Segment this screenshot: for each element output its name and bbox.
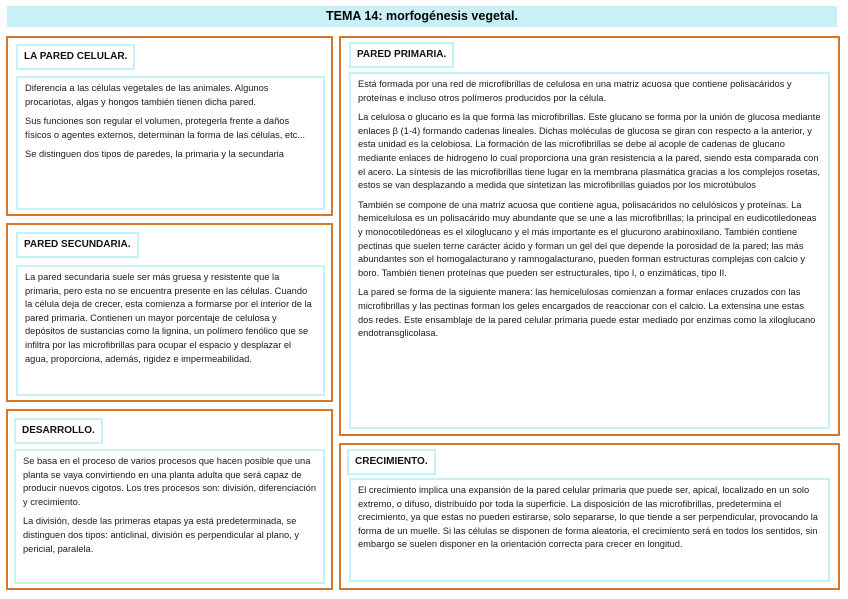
paragraph: Se basa en el proceso de varios procesos que hacen posible que una planta se vaya convirtiendo en una planta adulta que será capaz de producir nuevos cigotos. Los tres procesos son: división, diferenciación y crecimiento. [23, 456, 317, 507]
section-body-crecimiento [349, 478, 830, 582]
section-body-pared-celular [16, 76, 325, 210]
panel-pared-primaria [339, 36, 840, 436]
section-body-desarrollo [14, 449, 325, 584]
section-heading-pared-celular: LA PARED CELULAR. [16, 44, 135, 70]
panel-pared-celular [6, 36, 333, 216]
section-heading-crecimiento: CRECIMIENTO. [347, 449, 436, 475]
paragraph: La celulosa o glucano es la que forma las microfibrillas. Este glucano se forma por la unión de glucosa mediante enlaces β (1-4) formando cadenas lineales. Dichas moléculas de glucosa se giran con respecto a la anterior, y esta unidad es la celobiosa. La formación de las microfibrillas se debe al acople de cadenas de glucano mediante enlaces de hidrogeno lo cual proporciona una gran resistencia a la pared, siendo esta comparada con el acero. La síntesis de las microfibrillas tiene lugar en la membrana plasmática gracias a los complejos rosetas, estos se van desplazando a medida que sintetizan las microfibrillas guiados por los microtúbulos [358, 112, 821, 191]
paragraph: La división, desde las primeras etapas ya está predeterminada, se distinguen dos tipos: anticlinal, división es perpendicular al plano, y pericial, paralela. [23, 516, 299, 554]
paragraph: Sus funciones son regular el volumen, protegerla frente a daños físicos o agentes externos, determinan la forma de las células, etc... [25, 116, 306, 140]
paragraph: También se compone de una matriz acuosa que contiene agua, polisacáridos no celulósicos y proteínas. La hemicelulosa es un polisacárido muy abundante que se une a las microfibrillas; la principal en eudicotiledoneas y monocotiledóneas es el xiloglucano y el más importante es el glucurono arabinoxilano. También contiene pectinas que suelen terne carácter ácido y forman un gel del que depende la porosidad de la pared; las más abundantes son el homogalacturano y ramnogalacturano, pueden forman estructuras complejas con calcio y boro. También tienen proteínas que pueden ser estructurales, tipo I, o enzimáticas, tipo II. [358, 199, 817, 278]
panel-desarrollo [6, 409, 333, 590]
section-body-pared-secundaria [16, 265, 325, 396]
paragraph: Diferencia a las células vegetales de las animales. Algunos procariotas, algas y hongos también tienen dicha pared. [25, 83, 269, 107]
panel-crecimiento [339, 443, 840, 590]
paragraph: El crecimiento implica una expansión de la pared celular primaria que puede ser, apical, localizado en un solo extremo, o difuso, distribuido por toda la superficie. La disposición de las microfibrillas, predetermina el crecimiento, ya que estas no pueden estirarse, solo separarse, lo que tiende a ser perpendicular, provocando la forma de un muelle. Si las células se disponen de forma aleatoria, el crecimiento será en todos los sentidos, sin embargo se suelen disponer en la orientación correcta para crecer en longitud. [358, 485, 818, 550]
section-heading-pared-secundaria: PARED SECUNDARIA. [16, 232, 139, 258]
panel-pared-secundaria [6, 223, 333, 402]
section-heading-desarrollo: DESARROLLO. [14, 418, 103, 444]
document-title: TEMA 14: morfogénesis vegetal. [7, 6, 837, 27]
paragraph: La pared secundaria suele ser más gruesa y resistente que la primaria, pero esta no se encuentra presente en las células. Cuando la célula deja de crecer, esta comienza a formarse por el interior de la pared primaria. Contienen un mayor porcentaje de celulosa y depósitos de sustancias como la lignina, un polímero fenólico que se infiltra por las microfibrillas para ocupar el espacio y desplazar el agua, proporciona, además, rigidez e impermeabilidad. [25, 272, 312, 364]
paragraph: La pared se forma de la siguiente manera: las hemicelulosas comienzan a formar enlaces cruzados con las microfibrillas y las pectinas forman los geles encargados de reaccionar con el calcio. La extensina une estas dos redes. Este ensamblaje de la pared celular primaria puede estar mediado por enzimas como la xiloglucano endotransglicolasa. [358, 287, 816, 339]
paragraph: Está formada por una red de microfibrillas de celulosa en una matriz acuosa que contiene polisacáridos y proteínas e incluso otros polímeros producidos por la célula. [358, 79, 792, 103]
section-body-pared-primaria [349, 72, 830, 429]
section-heading-pared-primaria: PARED PRIMARIA. [349, 42, 454, 68]
paragraph: Se distinguen dos tipos de paredes, la primaria y la secundaria [25, 149, 284, 160]
